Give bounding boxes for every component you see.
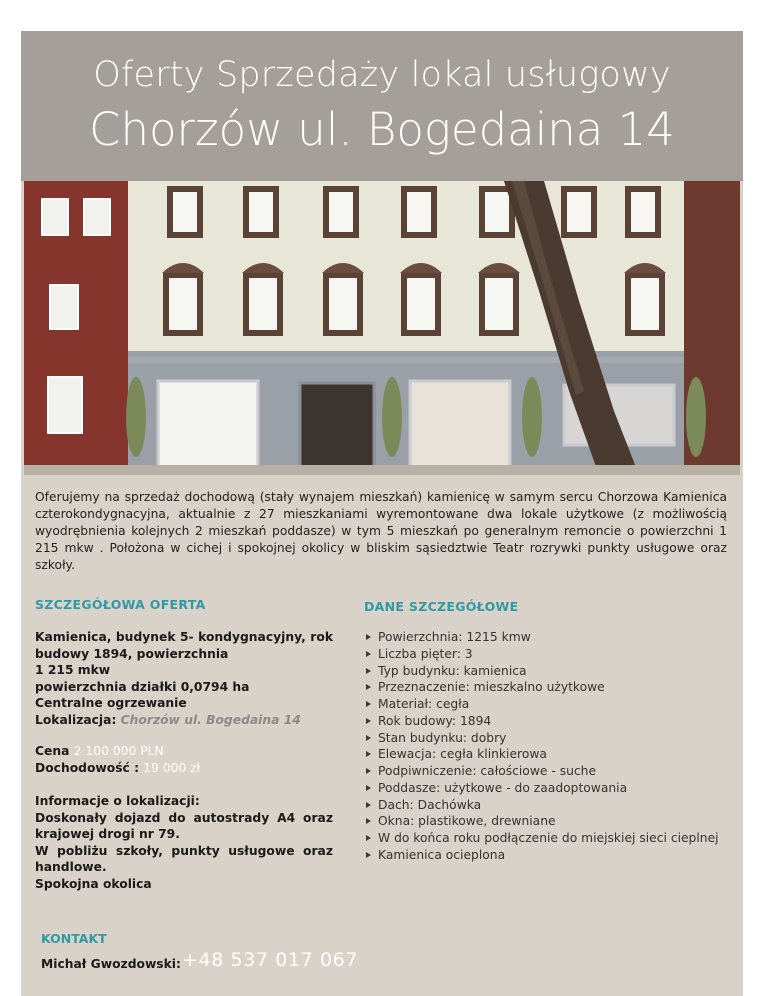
location-info-nearby: W pobliżu szkoły, punkty usługowe oraz handlowe.: [35, 843, 333, 875]
bullet-triangle-icon: [366, 634, 371, 640]
details-item-text: Elewacja: cegła klinkierowa: [378, 747, 547, 762]
bullet-triangle-icon: [366, 684, 371, 690]
bullet-triangle-icon: [366, 785, 371, 791]
offer-area: 1 215 mkw: [35, 663, 111, 678]
bullet-triangle-icon: [366, 835, 371, 841]
intro-paragraph: Oferujemy na sprzedaż dochodową (stały wynajem mieszkań) kamienicę w samym sercu Chorzowa Kamienica czterokondygnacyjna, aktualnie z 27 mieszkaniami wyremontowane dwa lokale użytkowe (z możliwością wyodrębnienia kolejnych 2 mieszkań poddasze) w tym 5 mieszkań po generalnym remoncie o powierzchni 1 215 mkw . Położona w cichej i spokojnej okolicy w bliskim sąsiedztwie Teatr rozrywki punkty usługowe oraz szkoły.: [35, 490, 727, 572]
header-banner: [21, 31, 743, 181]
details-item-text: Przeznaczenie: mieszkalno użytkowe: [378, 680, 605, 695]
bullet-triangle-icon: [366, 668, 371, 674]
details-list-item: [366, 813, 719, 830]
price-block: [35, 743, 333, 776]
location-info-access: Doskonały dojazd do autostrady A4 oraz krajowej drogi nr 79.: [35, 810, 333, 842]
details-item-text: Rok budowy: 1894: [378, 713, 492, 728]
details-list-item: [366, 780, 719, 797]
details-item-text: Dach: Dachówka: [378, 797, 482, 812]
bullet-triangle-icon: [366, 701, 371, 707]
details-list-item: [366, 730, 719, 747]
building-photo: [24, 181, 740, 475]
price-value: 2 100 000 PLN: [73, 744, 164, 758]
contact-heading: KONTAKT: [41, 931, 107, 946]
details-heading: DANE SZCZEGÓŁOWE: [364, 599, 519, 614]
brochure-page: [21, 31, 743, 996]
details-item-text: Kamienica ocieplona: [378, 847, 506, 862]
offer-location: [35, 712, 333, 729]
details-item-text: Typ budynku: kamienica: [378, 663, 527, 678]
details-item-text: Materiał: cegła: [378, 697, 470, 711]
details-list-item: [366, 847, 719, 864]
details-item-text: Stan budynku: dobry: [378, 730, 507, 745]
details-list-item: [366, 746, 719, 763]
bullet-triangle-icon: [366, 852, 371, 858]
income-line: [35, 760, 333, 777]
offer-heating: Centralne ogrzewanie: [35, 696, 187, 711]
details-item-text: Powierzchnia: 1215 kmw: [378, 630, 531, 644]
details-list-item: [366, 629, 719, 646]
details-item-text: Okna: plastikowe, drewniane: [378, 814, 556, 829]
bullet-triangle-icon: [366, 818, 371, 824]
bullet-triangle-icon: [366, 651, 371, 657]
bullet-triangle-icon: [366, 735, 371, 741]
location-info-block: [35, 793, 333, 893]
details-list-item: [366, 663, 719, 680]
contact-phone[interactable]: +48 537 017 067: [182, 949, 359, 971]
header-title: Oferty Sprzedaży lokal usługowy: [93, 55, 671, 95]
price-label: Cena: [35, 744, 74, 758]
location-label: Lokalizacja:: [35, 712, 121, 727]
details-list-item: [366, 646, 719, 663]
location-info-quiet: Spokojna okolica: [35, 876, 152, 891]
details-list-item: [366, 696, 719, 713]
income-value: 19 000 zł: [143, 760, 201, 775]
details-item-text: Liczba pięter: 3: [378, 646, 473, 661]
offer-building-info: Kamienica, budynek 5- kondygnacyjny, rok budowy 1894, powierzchnia: [35, 630, 333, 661]
bullet-triangle-icon: [366, 802, 371, 808]
income-label: Dochodowość :: [35, 760, 144, 775]
details-item-text: Podpiwniczenie: całościowe - suche: [378, 764, 597, 778]
contact-name: Michał Gwozdowski:: [41, 957, 181, 971]
details-item-text: Poddasze: użytkowe - do zaadoptowania: [378, 780, 628, 795]
details-list-item: [366, 679, 719, 696]
location-value: Chorzów ul. Bogedaina 14: [120, 712, 301, 727]
details-list-item: [366, 763, 719, 780]
bullet-triangle-icon: [366, 718, 371, 724]
details-item-text: W do końca roku podłączenie do miejskiej sieci cieplnej: [378, 831, 719, 845]
details-list-item: [366, 830, 719, 847]
offer-heading: SZCZEGÓŁOWA OFERTA: [35, 597, 206, 612]
bullet-triangle-icon: [366, 751, 371, 757]
offer-plot-area: powierzchnia działki 0,0794 ha: [35, 679, 250, 694]
location-info-heading: Informacje o lokalizacji:: [35, 794, 200, 808]
bullet-triangle-icon: [366, 768, 371, 774]
offer-details-block: [35, 629, 333, 729]
price-line: [35, 743, 333, 760]
details-list-item: [366, 797, 719, 814]
details-list: [366, 629, 719, 864]
header-address: Chorzów ul. Bogedaina 14: [89, 103, 675, 156]
details-list-item: [366, 713, 719, 730]
